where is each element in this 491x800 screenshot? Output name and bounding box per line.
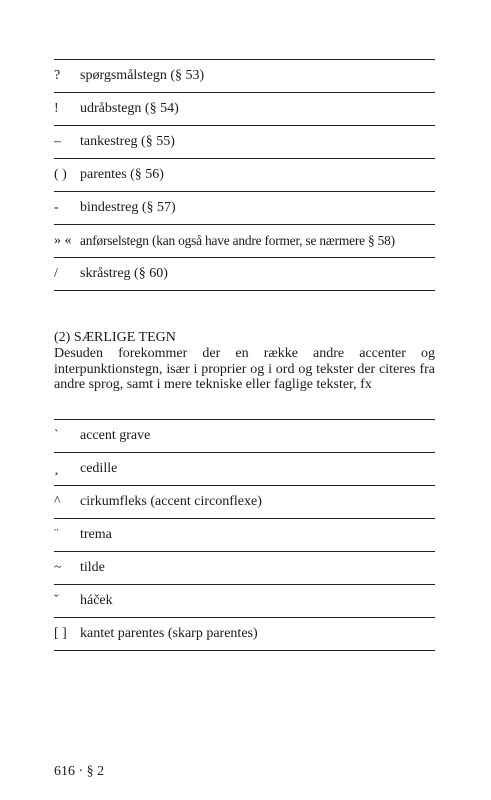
symbol-cell: ¨ <box>54 527 59 542</box>
table-row <box>54 60 435 93</box>
description-cell: tilde <box>80 560 105 575</box>
symbol-cell: ! <box>54 101 59 116</box>
symbol-cell: ¸ <box>54 461 59 476</box>
table-row <box>54 93 435 126</box>
symbol-cell: ( ) <box>54 167 67 182</box>
symbol-cell: ~ <box>54 560 62 575</box>
description-cell: accent grave <box>80 428 151 443</box>
table-row <box>54 159 435 192</box>
symbol-cell: ˇ <box>54 593 59 608</box>
table-row <box>54 453 435 486</box>
description-cell: cedille <box>80 461 118 476</box>
description-cell: udråbstegn (§ 54) <box>80 101 179 116</box>
symbol-cell: / <box>54 266 58 281</box>
symbol-cell: ^ <box>54 494 61 509</box>
page-reference: 616 · § 2 <box>54 764 105 779</box>
symbol-cell: - <box>54 200 59 215</box>
section-body-text: Desuden forekommer der en række andre accenter og interpunktionstegn, især i proprier og i ord og tekster der citeres fra andre sprog, samt i mere tekniske eller faglige tekster, fx <box>54 346 435 392</box>
description-cell: parentes (§ 56) <box>80 167 164 182</box>
punctuation-table <box>54 59 435 291</box>
description-cell: trema <box>80 527 112 542</box>
symbol-cell: – <box>54 134 61 149</box>
description-cell: anførselstegn (kan også have andre former, se nærmere § 58) <box>80 233 395 248</box>
description-cell: tankestreg (§ 55) <box>80 134 175 149</box>
special-signs-table <box>54 419 435 651</box>
table-row <box>54 585 435 618</box>
description-cell: spørgsmålstegn (§ 53) <box>80 68 205 83</box>
table-row <box>54 519 435 552</box>
description-cell: kantet parentes (skarp parentes) <box>80 626 258 641</box>
symbol-cell: ? <box>54 68 61 83</box>
table-row <box>54 420 435 453</box>
description-cell: cirkumfleks (accent circonflexe) <box>80 494 262 509</box>
table-row <box>54 258 435 291</box>
description-cell: háček <box>80 593 113 608</box>
table-row <box>54 618 435 651</box>
table-row <box>54 192 435 225</box>
section-heading: (2) SÆRLIGE TEGN <box>54 330 176 345</box>
description-cell: bindestreg (§ 57) <box>80 200 176 215</box>
table-row <box>54 486 435 519</box>
table-row <box>54 552 435 585</box>
symbol-cell: » « <box>54 233 72 248</box>
description-cell: skråstreg (§ 60) <box>80 266 168 281</box>
symbol-cell: [ ] <box>54 626 67 641</box>
table-row <box>54 225 435 258</box>
symbol-cell: ` <box>54 428 59 443</box>
table-row <box>54 126 435 159</box>
